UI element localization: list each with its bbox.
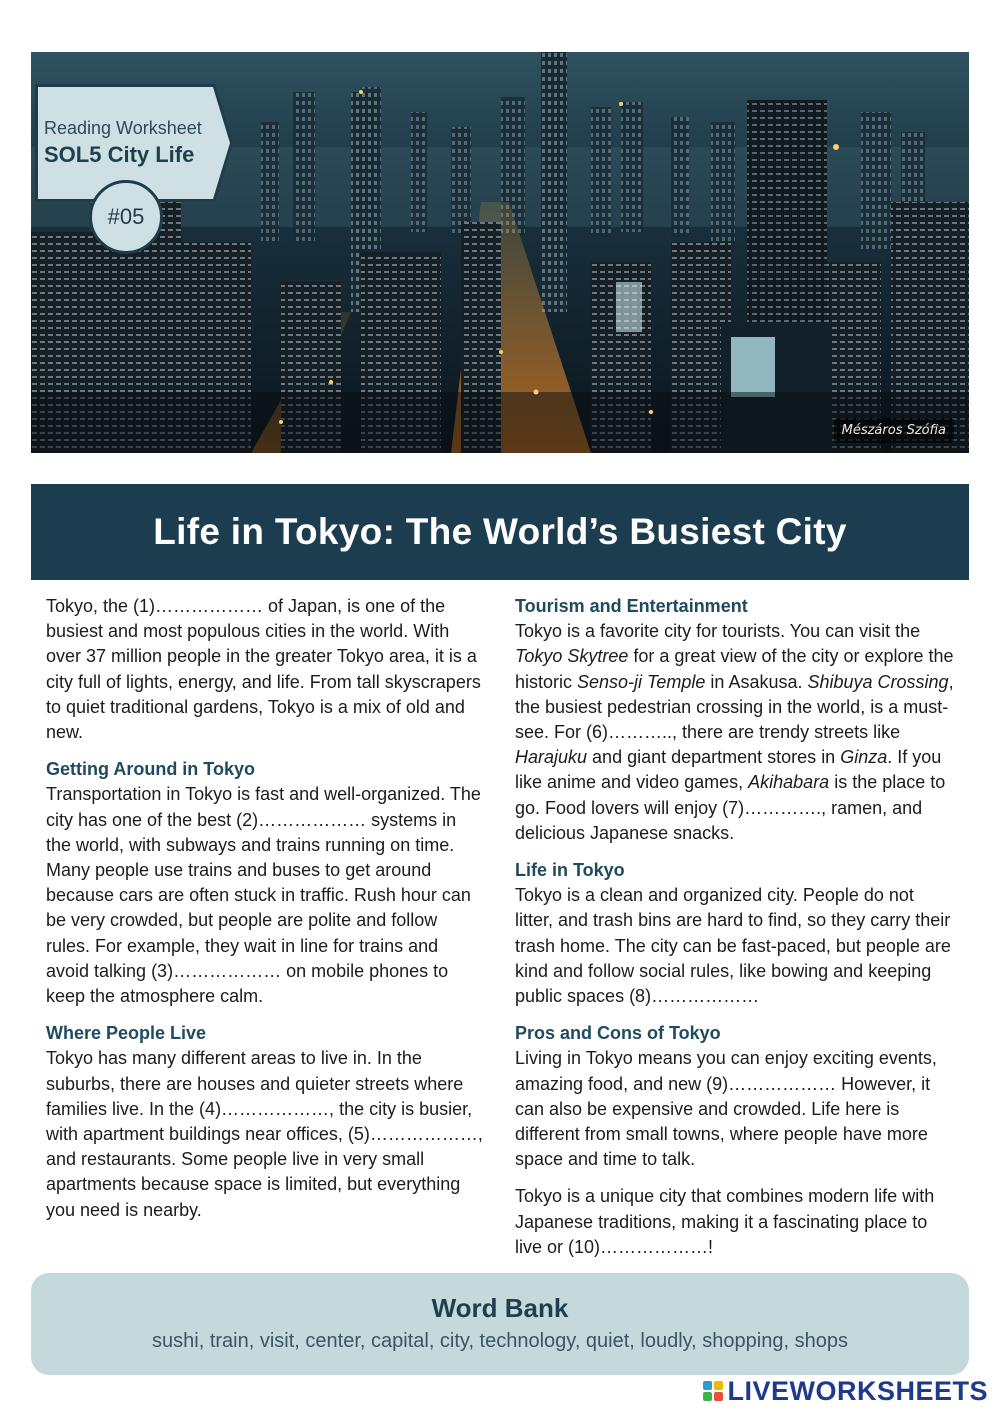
intro-section bbox=[46, 594, 486, 745]
tourism-section bbox=[515, 594, 955, 846]
photo-credit: Mészáros Szófia bbox=[834, 418, 954, 443]
place-ginza: Ginza bbox=[840, 747, 888, 768]
where-people-live-section bbox=[46, 1021, 486, 1223]
pros-cons-heading: Pros and Cons of Tokyo bbox=[515, 1023, 721, 1044]
worksheet-label: Reading Worksheet bbox=[44, 118, 202, 138]
tourism-text-1: Tokyo is a favorite city for tourists. You can visit the bbox=[515, 621, 921, 642]
where-people-live-heading: Where People Live bbox=[46, 1023, 207, 1044]
getting-around-heading: Getting Around in Tokyo bbox=[46, 759, 255, 780]
pros-cons-paragraph: Living in Tokyo means you can enjoy exciting events, amazing food, and new (9)……………… However, it can also be expensive and crowded. Life here is different from small towns, where people have more space and time to talk. bbox=[515, 1048, 937, 1170]
getting-around-paragraph: Transportation in Tokyo is fast and well-organized. The city has one of the best (2)……………… systems in the world, with subways and trains running on time. Many people use trains and buses to get around because cars are often stuck in traffic. Rush hour can be very crowded, but people are polite and follow rules. For example, they wait in line for trains and avoid talking (3)……………… on mobile phones to keep the atmosphere calm. bbox=[46, 784, 481, 1007]
tourism-text-3: in Asakusa. bbox=[705, 671, 808, 692]
life-paragraph: Tokyo is a clean and organized city. People do not litter, and trash bins are hard to find, so they carry their trash home. The city can be fast-paced, but people are kind and follow social rules, like bowing and keeping public spaces (8)……………… bbox=[515, 885, 951, 1007]
tourism-text-6: . If you like anime and video games, bbox=[515, 747, 942, 793]
pros-cons-section bbox=[515, 1021, 955, 1172]
place-shibuya-crossing: Shibuya Crossing bbox=[807, 671, 949, 692]
life-heading: Life in Tokyo bbox=[515, 860, 625, 881]
place-senso-ji-temple: Senso-ji Temple bbox=[577, 671, 706, 692]
tourism-text-2: for a great view of the city or explore the historic bbox=[515, 646, 954, 692]
life-section bbox=[515, 858, 955, 1009]
worksheet-series: SOL5 City Life bbox=[44, 142, 195, 167]
conclusion-section bbox=[515, 1184, 955, 1260]
place-tokyo-skytree: Tokyo Skytree bbox=[515, 646, 629, 667]
word-bank bbox=[31, 1273, 969, 1375]
tourism-text-5: and giant department stores in bbox=[587, 747, 841, 768]
left-column bbox=[46, 594, 486, 1235]
tourism-text-4: , the busiest pedestrian crossing in the world, is a must-see. For (6)……….., there are trendy streets like bbox=[515, 671, 954, 743]
hero-city-image bbox=[31, 52, 969, 453]
intro-paragraph: Tokyo, the (1)……………… of Japan, is one of the busiest and most populous cities in the world. With over 37 million people in the greater Tokyo area, it is a city full of lights, energy, and life. From tall skyscrapers to quiet traditional gardens, Tokyo is a mix of old and new. bbox=[46, 596, 481, 743]
word-bank-title: Word Bank bbox=[431, 1293, 569, 1323]
tourism-paragraph bbox=[515, 619, 955, 846]
place-akihabara: Akihabara bbox=[748, 772, 830, 793]
page-title: Life in Tokyo: The World’s Busiest City bbox=[153, 511, 847, 552]
where-people-live-paragraph: Tokyo has many different areas to live in. In the suburbs, there are houses and quieter streets where families live. In the (4)………………, the city is busier, with apartment buildings near offices, (5)………………, and restaurants. Some people live in very small apartments because space is limited, but everything you need is nearby. bbox=[46, 1048, 483, 1220]
right-column bbox=[515, 594, 955, 1272]
conclusion-paragraph: Tokyo is a unique city that combines modern life with Japanese traditions, making it a fascinating place to live or (10)………………! bbox=[515, 1186, 935, 1257]
title-banner bbox=[31, 484, 969, 580]
liveworksheets-logo[interactable] bbox=[703, 1376, 988, 1406]
tourism-text-7: is the place to go. Food lovers will enjoy (7)…………., ramen, and delicious Japanese snacks. bbox=[515, 772, 946, 843]
word-bank-words: sushi, train, visit, center, capital, city, technology, quiet, loudly, shopping, shops bbox=[152, 1330, 848, 1352]
place-harajuku: Harajuku bbox=[515, 747, 588, 768]
tourism-heading: Tourism and Entertainment bbox=[515, 596, 748, 616]
worksheet-number-badge: #05 bbox=[89, 180, 163, 254]
liveworksheets-brand: LIVEWORKSHEETS bbox=[727, 1375, 988, 1406]
liveworksheets-mark-icon bbox=[703, 1381, 723, 1401]
getting-around-section bbox=[46, 757, 486, 1009]
